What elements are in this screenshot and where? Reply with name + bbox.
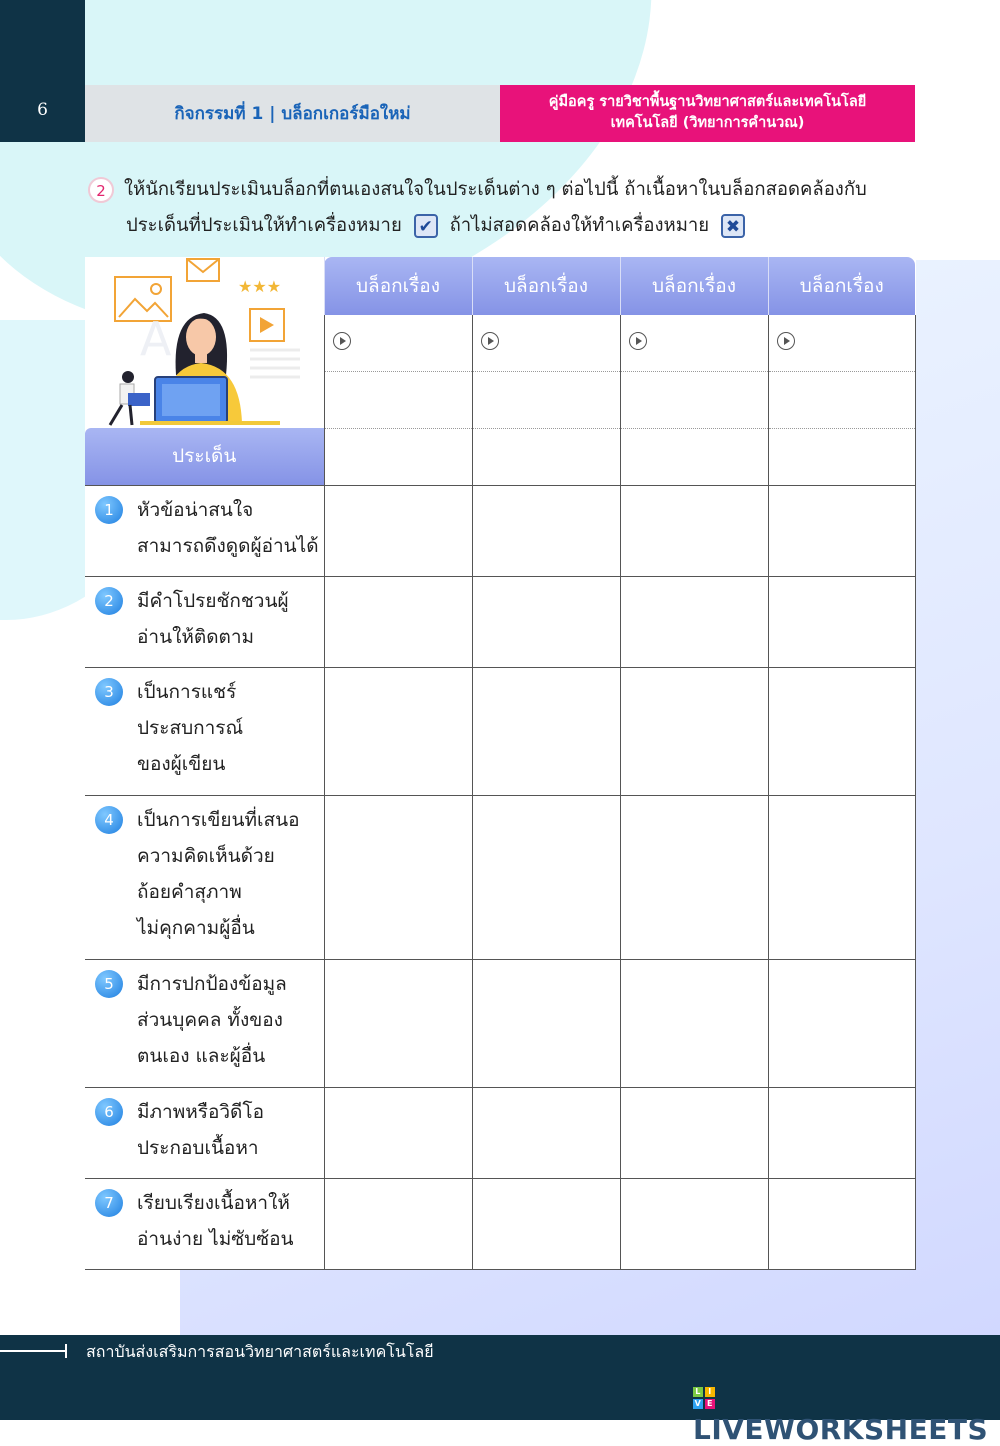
footer-divider [0, 1350, 66, 1352]
answer-cell[interactable] [768, 959, 915, 1087]
issue-text: มีภาพหรือวิดีโอ [137, 1100, 265, 1123]
issue-number: 5 [95, 970, 123, 998]
issue-text: ความคิดเห็นด้วย [137, 844, 275, 867]
page-number: 6 [37, 100, 48, 120]
issue-number: 6 [95, 1098, 123, 1126]
question-number: 2 [88, 177, 114, 203]
instruction-text2b: ถ้าไม่สอดคล้องให้ทำเครื่องหมาย [449, 215, 710, 236]
answer-cell[interactable] [768, 667, 915, 795]
blog-title-input-3b[interactable] [620, 371, 768, 428]
answer-cell[interactable] [472, 1178, 620, 1269]
issue-text: เป็นการแชร์ [137, 680, 237, 703]
blog-title-input-1b[interactable] [324, 371, 472, 428]
instruction-line2 [88, 208, 918, 244]
answer-cell[interactable] [620, 485, 768, 576]
issue-row-1 [85, 485, 324, 576]
column-header-blog-1: บล็อกเรื่อง [324, 257, 472, 315]
answer-cell[interactable] [620, 667, 768, 795]
answer-cell[interactable] [324, 1178, 472, 1269]
small-person [122, 371, 134, 383]
issue-number: 1 [95, 496, 123, 524]
instruction-line1 [88, 172, 918, 208]
issue-text: มีการปกป้องข้อมูล [137, 972, 287, 995]
blog-title-input-4[interactable] [768, 315, 915, 371]
blog-title-input-3c[interactable] [620, 428, 768, 485]
issue-text: เรียบเรียงเนื้อหาให้ [137, 1191, 290, 1214]
play-icon[interactable] [777, 332, 795, 350]
answer-cell[interactable] [324, 485, 472, 576]
issue-column-header: ประเด็น [85, 428, 324, 485]
answer-cell[interactable] [472, 959, 620, 1087]
answer-cell[interactable] [768, 1087, 915, 1178]
play-icon[interactable] [629, 332, 647, 350]
manual-title-line2: เทคโนโลยี (วิทยาการคำนวณ) [610, 115, 805, 131]
instruction-text1: ให้นักเรียนประเมินบล็อกที่ตนเองสนใจในประเด็นต่าง ๆ ต่อไปนี้ ถ้าเนื้อหาในบล็อกสอดคล้องกับ [124, 179, 867, 200]
issue-row-6 [85, 1087, 324, 1178]
answer-cell[interactable] [324, 667, 472, 795]
blogger-illustration [100, 255, 320, 427]
issue-text: ประกอบเนื้อหา [137, 1136, 259, 1159]
column-header-blog-3: บล็อกเรื่อง [620, 257, 768, 315]
answer-cell[interactable] [472, 795, 620, 959]
issue-text: ไม่คุกคามผู้อื่น [137, 916, 255, 939]
blog-title-input-2[interactable] [472, 315, 620, 371]
answer-cell[interactable] [324, 959, 472, 1087]
answer-cell[interactable] [620, 959, 768, 1087]
issue-row-5 [85, 959, 324, 1087]
liveworksheets-watermark [693, 1380, 1000, 1446]
column-header-blog-2: บล็อกเรื่อง [472, 257, 620, 315]
answer-cell[interactable] [768, 576, 915, 667]
answer-cell[interactable] [620, 1178, 768, 1269]
blog-title-input-3[interactable] [620, 315, 768, 371]
answer-cell[interactable] [472, 576, 620, 667]
issue-text: สามารถดึงดูดผู้อ่านได้ [137, 534, 319, 557]
answer-cell[interactable] [472, 667, 620, 795]
manual-title-line1: คู่มือครู รายวิชาพื้นฐานวิทยาศาสตร์และเทคโนโลยี [548, 94, 867, 110]
issue-row-2 [85, 576, 324, 667]
answer-cell[interactable] [324, 795, 472, 959]
answer-cell[interactable] [768, 485, 915, 576]
play-icon[interactable] [333, 332, 351, 350]
issue-text: ประสบการณ์ [137, 716, 244, 739]
woman-face [186, 318, 216, 356]
institute-name: สถาบันส่งเสริมการสอนวิทยาศาสตร์และเทคโนโลยี [86, 1342, 434, 1361]
issue-text: มีคำโปรยชักชวนผู้ [137, 589, 289, 612]
blog-title-input-1c[interactable] [324, 428, 472, 485]
check-mark-icon: ✔ [414, 214, 438, 238]
cross-mark-icon: ✖ [721, 214, 745, 238]
blog-title-input-2c[interactable] [472, 428, 620, 485]
page-number-bar [0, 0, 85, 142]
blog-title-input-1[interactable] [324, 315, 472, 371]
blog-title-input-4c[interactable] [768, 428, 915, 485]
issue-number: 4 [95, 806, 123, 834]
answer-cell[interactable] [620, 576, 768, 667]
stars-icon: ★★★ [238, 277, 282, 296]
issue-text: ส่วนบุคคล ทั้งของ [137, 1008, 283, 1031]
issue-text: ของผู้เขียน [137, 752, 226, 775]
footer-divider [65, 1344, 67, 1358]
blog-title-input-2b[interactable] [472, 371, 620, 428]
issue-number: 3 [95, 678, 123, 706]
answer-cell[interactable] [768, 795, 915, 959]
answer-cell[interactable] [768, 1178, 915, 1269]
issue-row-3 [85, 667, 324, 795]
answer-cell[interactable] [324, 1087, 472, 1178]
activity-title: กิจกรรมที่ 1 | บล็อกเกอร์มือใหม่ [85, 85, 500, 142]
issue-row-7 [85, 1178, 324, 1269]
instruction [88, 172, 918, 244]
answer-cell[interactable] [620, 1087, 768, 1178]
issue-row-4 [85, 795, 324, 959]
watermark-text: LIVEWORKSHEETS [693, 1413, 989, 1446]
column-header-blog-4: บล็อกเรื่อง [768, 257, 915, 315]
answer-cell[interactable] [472, 485, 620, 576]
liveworksheets-logo-icon: L I V E [693, 1387, 715, 1409]
instruction-text2a: ประเด็นที่ประเมินให้ทำเครื่องหมาย [126, 215, 402, 236]
issue-number: 7 [95, 1189, 123, 1217]
issue-text: ถ้อยคำสุภาพ [137, 880, 242, 903]
issue-text: หัวข้อน่าสนใจ [137, 498, 254, 521]
manual-title [500, 85, 915, 142]
issue-text: เป็นการเขียนที่เสนอ [137, 808, 300, 831]
answer-cell[interactable] [472, 1087, 620, 1178]
answer-cell[interactable] [620, 795, 768, 959]
blog-title-input-4b[interactable] [768, 371, 915, 428]
issue-text: อ่านให้ติดตาม [137, 625, 255, 648]
issue-text: อ่านง่าย ไม่ซับซ้อน [137, 1227, 294, 1250]
play-icon[interactable] [481, 332, 499, 350]
svg-text:A: A [140, 312, 172, 366]
issue-number: 2 [95, 587, 123, 615]
issue-text: ตนเอง และผู้อื่น [137, 1044, 266, 1067]
answer-cell[interactable] [324, 576, 472, 667]
